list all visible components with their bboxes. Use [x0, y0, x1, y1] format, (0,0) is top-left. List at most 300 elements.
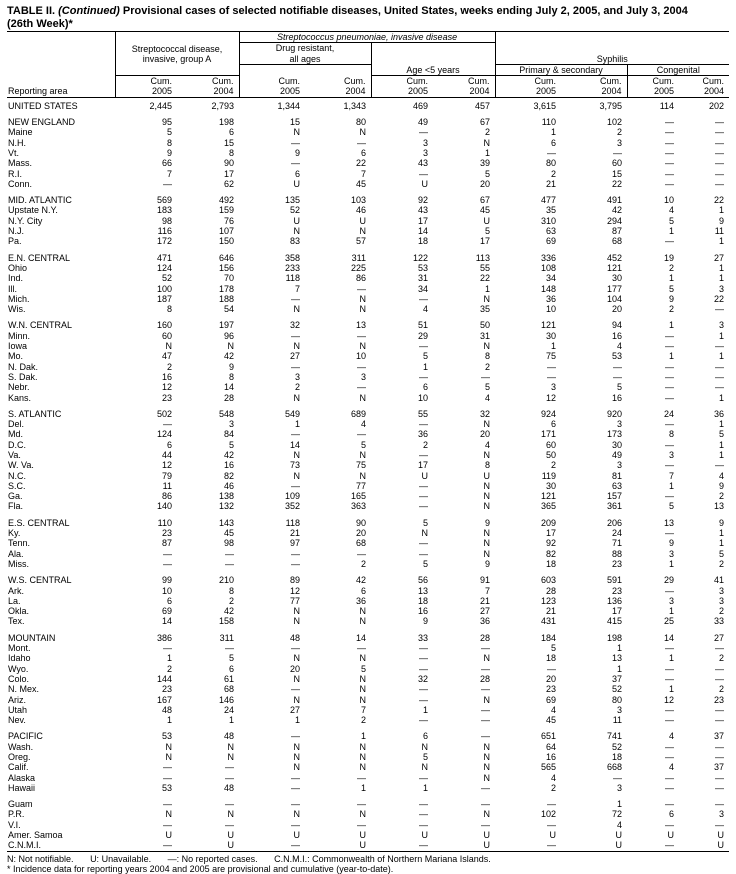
value-cell: U	[421, 178, 428, 189]
value-cell: 22	[612, 178, 623, 189]
value-cell: 920	[607, 408, 623, 419]
value-cell: 1	[669, 480, 675, 491]
value-cell: 66	[161, 158, 172, 169]
value-cell: U	[293, 215, 300, 226]
value-cell: 16	[612, 392, 623, 403]
value-cell: 668	[607, 762, 623, 773]
table-row	[7, 752, 729, 762]
reporting-area-cell: Wis.	[8, 304, 26, 315]
value-cell: U	[359, 830, 366, 841]
value-cell: —	[225, 772, 234, 783]
value-cell: 6	[422, 731, 428, 742]
value-cell: 124	[156, 262, 172, 273]
value-cell: —	[547, 663, 557, 674]
value-cell: N	[293, 392, 300, 403]
value-cell: —	[665, 643, 675, 654]
value-cell: —	[715, 663, 725, 674]
value-cell: 1	[669, 558, 675, 569]
footnote-star: * Incidence data for reporting years 2004 and 2005 are provisional and cumulative (year-to-date).	[7, 863, 394, 874]
value-cell: N	[359, 673, 366, 684]
value-cell: —	[419, 684, 428, 695]
value-cell: 1	[422, 782, 428, 793]
value-cell: —	[715, 137, 725, 148]
value-cell: N	[359, 304, 366, 315]
reporting-area-cell: P.R.	[8, 809, 25, 820]
value-cell: 36	[417, 429, 428, 440]
value-cell: 42	[612, 205, 623, 216]
reporting-area-cell: N.Y. City	[8, 215, 43, 226]
value-cell: 23	[612, 558, 623, 569]
table-row	[7, 362, 729, 372]
table-row	[7, 169, 729, 179]
value-cell: —	[291, 480, 300, 491]
value-cell: —	[291, 819, 300, 830]
reporting-area-cell: V.I.	[8, 819, 21, 830]
value-cell: N	[293, 127, 300, 138]
cum-col-header: Cum. 2004	[177, 76, 239, 98]
value-cell: 46	[355, 205, 366, 216]
value-cell: 3	[617, 704, 623, 715]
reporting-area-cell: Del.	[8, 419, 25, 430]
value-cell: 36	[714, 408, 725, 419]
value-cell: —	[715, 752, 725, 762]
value-cell: 1	[719, 351, 725, 362]
value-cell: 8	[166, 137, 172, 148]
value-cell: 21	[480, 595, 491, 606]
value-cell: 3,615	[533, 100, 557, 111]
value-cell: 27	[289, 351, 300, 362]
reporting-area-cell: MID. ATLANTIC	[8, 195, 72, 206]
value-cell: 8	[669, 429, 675, 440]
value-cell: 68	[223, 684, 234, 695]
value-cell: N	[359, 694, 366, 705]
value-cell: 136	[607, 595, 623, 606]
value-cell: —	[419, 819, 428, 830]
value-cell: 110	[541, 117, 557, 128]
strep-group-a-header: Streptococcal disease, invasive, group A	[115, 43, 239, 65]
value-cell: —	[291, 330, 300, 341]
value-cell: 37	[714, 731, 725, 742]
value-cell: 3	[360, 371, 366, 382]
value-cell: U	[293, 178, 300, 189]
table-row	[7, 205, 729, 215]
value-cell: 2	[719, 491, 725, 502]
cum-col-header: Cum. 2004	[561, 76, 627, 98]
value-cell: —	[547, 361, 557, 372]
value-cell: 23	[546, 684, 557, 695]
value-cell: —	[715, 741, 725, 752]
value-cell: —	[163, 819, 172, 830]
value-cell: 502	[156, 408, 172, 419]
title-prefix: TABLE II.	[7, 5, 56, 17]
value-cell: 90	[355, 517, 366, 528]
table-row	[7, 705, 729, 715]
value-cell: 103	[350, 195, 366, 206]
value-cell: 6	[422, 382, 428, 393]
value-cell: 48	[289, 632, 300, 643]
value-cell: 20	[612, 304, 623, 315]
value-cell: 1	[166, 653, 172, 664]
value-cell: 2	[228, 595, 234, 606]
value-cell: 46	[223, 480, 234, 491]
value-cell: 23	[161, 684, 172, 695]
table-row	[7, 331, 729, 341]
value-cell: —	[163, 558, 172, 569]
value-cell: 5	[360, 663, 366, 674]
value-cell: —	[715, 117, 725, 128]
value-cell: 121	[541, 491, 557, 502]
value-cell: N	[227, 809, 234, 820]
value-cell: 4	[617, 819, 623, 830]
value-cell: N	[421, 762, 428, 773]
value-cell: 5	[485, 168, 491, 179]
reporting-area-cell: N. Mex.	[8, 684, 40, 695]
value-cell: 23	[714, 694, 725, 705]
value-cell: —	[495, 840, 561, 851]
value-cell: N	[421, 741, 428, 752]
value-cell: —	[715, 304, 725, 315]
value-cell: N	[483, 809, 491, 820]
value-cell: 6	[360, 585, 366, 596]
cum-col-header: Cum. 2005	[495, 76, 561, 98]
value-cell: 24	[664, 408, 675, 419]
table-row	[7, 633, 729, 643]
value-cell: —	[357, 382, 366, 393]
value-cell: —	[239, 840, 305, 851]
table-row	[7, 528, 729, 538]
value-cell: —	[357, 772, 366, 783]
value-cell: N	[227, 741, 234, 752]
value-cell: 52	[612, 741, 623, 752]
value-cell: 172	[156, 236, 172, 247]
value-cell: 27	[289, 704, 300, 715]
value-cell: —	[665, 439, 675, 450]
value-cell: 24	[612, 528, 623, 539]
value-cell: 1	[422, 704, 428, 715]
table-row	[7, 643, 729, 653]
value-cell: 3	[719, 809, 725, 820]
value-cell: 197	[218, 320, 234, 331]
value-cell: 53	[161, 731, 172, 742]
value-cell: 45	[546, 715, 557, 726]
value-cell: N	[483, 419, 491, 430]
value-cell: U	[483, 470, 491, 481]
value-cell: 12	[289, 585, 300, 596]
reporting-area-cell: N.J.	[8, 226, 25, 237]
value-cell: 646	[218, 252, 234, 263]
value-cell: —	[627, 840, 679, 851]
value-cell: 17	[223, 168, 234, 179]
value-cell: 569	[156, 195, 172, 206]
value-cell: —	[357, 643, 366, 654]
value-cell: 3	[719, 320, 725, 331]
value-cell: 4	[360, 419, 366, 430]
value-cell: N	[359, 470, 366, 481]
syphilis-header: Syphilis	[495, 43, 729, 65]
value-cell: 565	[541, 762, 557, 773]
value-cell: 188	[218, 293, 234, 304]
value-cell: 361	[607, 501, 623, 512]
value-cell: U	[549, 830, 557, 841]
value-cell: 4	[617, 341, 623, 352]
reporting-area-cell: Pa.	[8, 236, 22, 247]
value-cell: 3	[422, 147, 428, 158]
value-cell: 160	[156, 320, 172, 331]
value-cell: N	[359, 616, 366, 627]
reporting-area-cell: Ariz.	[8, 694, 26, 705]
value-cell: U	[177, 840, 239, 851]
value-cell: U	[165, 830, 172, 841]
value-cell: 3	[422, 137, 428, 148]
value-cell: N	[165, 741, 172, 752]
value-cell: —	[715, 460, 725, 471]
value-cell: N	[359, 226, 366, 237]
cum-col-header: Cum. 2004	[433, 76, 495, 98]
value-cell: —	[665, 585, 675, 596]
value-cell: N	[421, 528, 428, 539]
reporting-area-cell: Nev.	[8, 715, 26, 726]
value-cell: —	[547, 799, 557, 810]
value-cell: 41	[714, 575, 725, 586]
value-cell: 5	[669, 215, 675, 226]
table-title	[7, 5, 729, 31]
value-cell: N	[483, 528, 491, 539]
value-cell: 294	[607, 215, 623, 226]
value-cell: —	[547, 371, 557, 382]
value-cell: 6	[228, 663, 234, 674]
value-cell: —	[715, 127, 725, 138]
table-row	[7, 216, 729, 226]
table-row	[7, 773, 729, 783]
value-cell: 9	[669, 293, 675, 304]
value-cell: 9	[719, 480, 725, 491]
reporting-area-cell: Kans.	[8, 392, 32, 403]
value-cell: 51	[417, 320, 428, 331]
value-cell: 124	[156, 429, 172, 440]
value-cell: 52	[161, 273, 172, 284]
table-row	[7, 253, 729, 263]
value-cell: N	[293, 653, 300, 664]
value-cell: N	[359, 392, 366, 403]
value-cell: 6	[360, 147, 366, 158]
value-cell: —	[419, 694, 428, 705]
value-cell: 198	[218, 117, 234, 128]
value-cell: 469	[412, 100, 428, 111]
value-cell: N	[227, 341, 234, 352]
value-cell: 6	[669, 809, 675, 820]
value-cell: 311	[351, 252, 366, 263]
value-cell: 53	[161, 782, 172, 793]
reporting-area-cell: Fla.	[8, 501, 24, 512]
value-cell: N	[483, 480, 491, 491]
value-cell: 2	[360, 715, 366, 726]
value-cell: 14	[289, 439, 300, 450]
value-cell: 5	[669, 283, 675, 294]
value-cell: —	[357, 330, 366, 341]
value-cell: 5	[485, 382, 491, 393]
value-cell: 97	[289, 538, 300, 549]
value-cell: —	[715, 704, 725, 715]
value-cell: 158	[218, 616, 234, 627]
value-cell: 18	[612, 752, 623, 762]
value-cell: 477	[541, 195, 557, 206]
value-cell: —	[665, 178, 675, 189]
value-cell: —	[419, 419, 428, 430]
value-cell: —	[715, 341, 725, 352]
value-cell: —	[715, 158, 725, 169]
value-cell: 4	[669, 731, 675, 742]
value-cell: —	[357, 548, 366, 559]
table-row	[7, 440, 729, 450]
value-cell: 9	[669, 538, 675, 549]
value-cell: 2	[719, 558, 725, 569]
value-cell: 49	[417, 117, 428, 128]
value-cell: —	[115, 840, 177, 851]
value-cell: 72	[612, 809, 623, 820]
value-cell: 210	[218, 575, 234, 586]
value-cell: —	[665, 819, 675, 830]
value-cell: 4	[485, 439, 491, 450]
table-row	[7, 320, 729, 330]
value-cell: 102	[607, 117, 623, 128]
value-cell: 14	[223, 382, 234, 393]
value-cell: 15	[223, 137, 234, 148]
value-cell: N	[293, 470, 300, 481]
value-cell: —	[291, 731, 300, 742]
value-cell: N	[293, 449, 300, 460]
table-row	[7, 263, 729, 273]
value-cell: 1	[294, 715, 300, 726]
value-cell: 6	[228, 127, 234, 138]
value-cell: N	[293, 752, 300, 762]
value-cell: —	[481, 715, 491, 726]
value-cell: 27	[714, 252, 725, 263]
value-cell: 1	[360, 782, 366, 793]
value-cell: 36	[355, 595, 366, 606]
value-cell: 3	[719, 283, 725, 294]
reporting-area-cell: Oreg.	[8, 752, 31, 762]
value-cell: 2	[669, 262, 675, 273]
value-cell: 90	[223, 158, 234, 169]
value-cell: 62	[223, 178, 234, 189]
value-cell: 1	[669, 606, 675, 617]
value-cell: 165	[350, 491, 366, 502]
value-cell: —	[665, 772, 675, 783]
table-row	[7, 481, 729, 491]
value-cell: —	[665, 361, 675, 372]
table-row	[7, 148, 729, 158]
value-cell: 84	[223, 429, 234, 440]
value-cell: 143	[218, 517, 234, 528]
value-cell: 2	[551, 168, 557, 179]
value-cell: 35	[546, 205, 557, 216]
value-cell: —	[481, 704, 491, 715]
value-cell: 28	[480, 632, 491, 643]
value-cell: 99	[161, 575, 172, 586]
table-row	[7, 616, 729, 626]
value-cell: 87	[612, 226, 623, 237]
title-main: Provisional cases of selected notifiable diseases, United States, weeks ending July 2, 2005, and July 3, 2004	[122, 5, 688, 17]
table-row	[7, 606, 729, 616]
value-cell: U	[561, 840, 627, 851]
value-cell: 363	[350, 501, 366, 512]
value-cell: —	[665, 491, 675, 502]
table-row	[7, 101, 729, 111]
value-cell: —	[357, 361, 366, 372]
value-cell: 107	[218, 226, 234, 237]
value-cell: U	[667, 830, 675, 841]
table-row	[7, 450, 729, 460]
value-cell: 5	[422, 351, 428, 362]
value-cell: 77	[355, 480, 366, 491]
value-cell: 57	[355, 236, 366, 247]
value-cell: —	[357, 799, 366, 810]
value-cell: 47	[161, 351, 172, 362]
table-row	[7, 372, 729, 382]
value-cell: N	[359, 741, 366, 752]
value-cell: —	[163, 799, 172, 810]
reporting-area-cell: Guam	[8, 799, 33, 810]
value-cell: 16	[223, 460, 234, 471]
reporting-area-cell: E.N. CENTRAL	[8, 252, 71, 263]
value-cell: 1	[228, 715, 234, 726]
value-cell: 50	[480, 320, 491, 331]
value-cell: N	[359, 449, 366, 460]
value-cell: 32	[480, 408, 491, 419]
value-cell: —	[665, 752, 675, 762]
value-cell: 53	[612, 351, 623, 362]
table-row	[7, 575, 729, 585]
value-cell: N	[483, 501, 491, 512]
value-cell: 5	[669, 501, 675, 512]
value-cell: —	[481, 684, 491, 695]
value-cell: 187	[156, 293, 172, 304]
value-cell: 1	[551, 127, 557, 138]
value-cell: —	[419, 548, 428, 559]
value-cell: 6	[166, 595, 172, 606]
table-row	[7, 695, 729, 705]
value-cell: 549	[284, 408, 300, 419]
value-cell: —	[613, 371, 623, 382]
value-cell: 1	[669, 684, 675, 695]
value-cell: 202	[709, 100, 725, 111]
value-cell: 1	[360, 731, 366, 742]
reporting-area-cell: Wyo.	[8, 663, 29, 674]
reporting-area-cell: Idaho	[8, 653, 31, 664]
value-cell: N	[483, 653, 491, 664]
value-cell: 1	[166, 715, 172, 726]
value-cell: 2	[294, 382, 300, 393]
value-cell: N	[483, 538, 491, 549]
value-cell: 76	[223, 215, 234, 226]
value-cell: —	[291, 558, 300, 569]
value-cell: 8	[485, 460, 491, 471]
value-cell: 689	[350, 408, 366, 419]
value-cell: 12	[161, 460, 172, 471]
value-cell: 138	[218, 491, 234, 502]
value-cell: N	[359, 653, 366, 664]
table-row	[7, 731, 729, 741]
cum-col-header: Cum. 2004	[679, 76, 729, 98]
value-cell: 183	[156, 205, 172, 216]
value-cell: 132	[218, 501, 234, 512]
value-cell: 492	[218, 195, 234, 206]
value-cell: 8	[485, 351, 491, 362]
value-cell: 21	[289, 528, 300, 539]
value-cell: 3	[719, 585, 725, 596]
value-cell: 102	[541, 809, 557, 820]
cum-col-header: Cum. 2005	[115, 76, 177, 98]
